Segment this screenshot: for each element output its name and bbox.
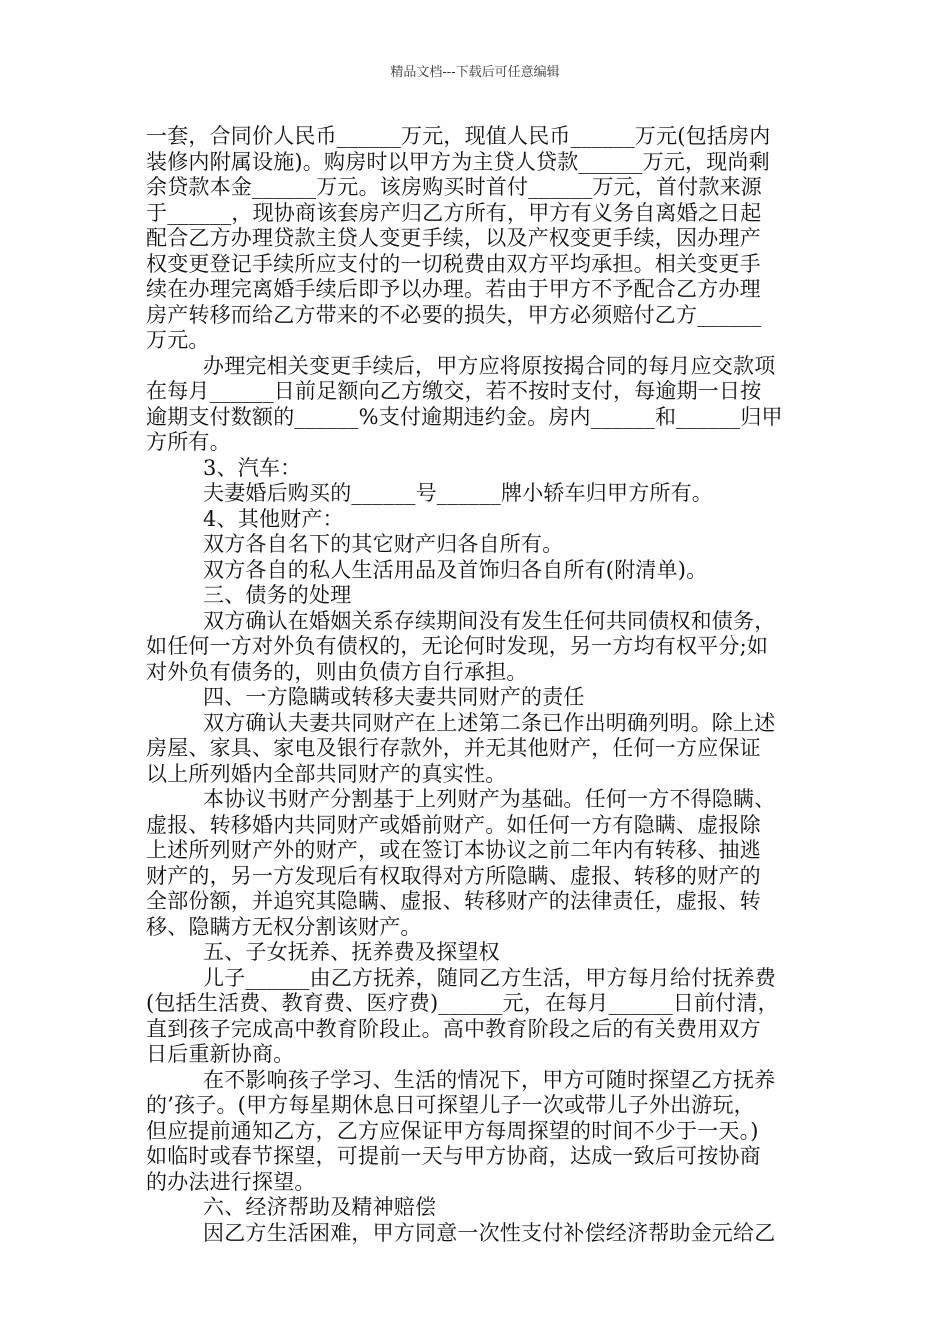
document-body (146, 124, 814, 1246)
text-line: 一套，合同价人民币______万元，现值人民币______万元(包括房内 (146, 124, 771, 148)
text-line: 如临时或春节探望，可提前一天与甲方协商，达成一致后可按协商 (146, 1144, 761, 1168)
text-line: 但应提前通知乙方，乙方应保证甲方每周探望的时间不少于一天。) (146, 1118, 759, 1143)
text-line: 全部份额，并追究其隐瞒、虚报、转移财产的法律责任，虚报、转 (146, 889, 761, 913)
text-line: 万元。 (146, 328, 210, 352)
text-line: 如任何一方对外负有债权的，无论何时发现，另一方均有权平分;如 (146, 634, 769, 658)
text-line: 日后重新协商。 (146, 1042, 295, 1066)
text-line: 4、其他财产： (203, 506, 344, 531)
text-line: 夫妻婚后购买的______号______牌小轿车归甲方所有。 (203, 481, 713, 505)
text-line: 三、债务的处理 (203, 583, 352, 607)
text-line: 方所有。 (146, 430, 231, 454)
text-line: 在不影响孩子学习、生活的情况下，甲方可随时探望乙方抚养 (203, 1067, 776, 1092)
text-line: 双方确认在婚姻关系存续期间没有发生任何共同债权和债务， (203, 608, 776, 633)
text-line: 本协议书财产分割基于上列财产为基础。任何一方不得隐瞒、 (203, 787, 776, 811)
text-line: 双方确认夫妻共同财产在上述第二条已作出明确列明。除上述 (203, 710, 776, 735)
text-line: (包括生活费、教育费、医疗费)______元，在每月______日前付清， (146, 991, 779, 1015)
text-line: 双方各自的私人生活用品及首饰归各自所有(附清单)。 (203, 557, 708, 582)
text-line: 办理完相关变更手续后，甲方应将原按揭合同的每月应交款项 (203, 353, 776, 378)
text-line: 配合乙方办理贷款主贷人变更手续，以及产权变更手续，因办理产 (146, 226, 761, 250)
text-line: 双方各自名下的其它财产归各自所有。 (203, 532, 564, 556)
text-line: 虚报、转移婚内共同财产或婚前财产。如任何一方有隐瞒、虚报除 (146, 812, 761, 837)
text-line: 装修内附属设施)。购房时以甲方为主贷人贷款______万元，现尚剩 (146, 149, 770, 174)
text-line: 财产的，另一方发现后有权取得对方所隐瞒、虚报、转移的财产的 (146, 863, 761, 888)
text-line: 六、经济帮助及精神赔偿 (203, 1195, 437, 1219)
text-line: 五、子女抚养、抚养费及探望权 (203, 940, 500, 964)
text-line: 在每月______日前足额向乙方缴交，若不按时支付，每逾期一日按 (146, 379, 762, 403)
text-line: 移、隐瞒方无权分割该财产。 (146, 914, 422, 939)
text-line: 逾期支付数额的______%支付逾期违约金。房内______和______归甲 (146, 404, 783, 429)
page-header: 精品文档---下载后可任意编辑 (390, 65, 560, 80)
text-line: 儿子______由乙方抚养，随同乙方生活，甲方每月给付抚养费 (203, 965, 776, 990)
text-line: 3、汽车： (203, 455, 302, 480)
text-line: 余贷款本金______万元。该房购买时首付______万元，首付款来源 (146, 175, 762, 199)
text-line: 房产转移而给乙方带来的不必要的损失，甲方必须赔付乙方______ (146, 302, 762, 327)
text-line: 的办法进行探望。 (146, 1169, 316, 1194)
text-line: 续在办理完离婚手续后即予以办理。若由于甲方不予配合乙方办理 (146, 277, 761, 301)
text-line: 因乙方生活困难，甲方同意一次性支付补偿经济帮助金元给乙 (203, 1220, 776, 1245)
text-line: 的’孩子。(甲方每星期休息日可探望儿子一次或带儿子外出游玩， (146, 1093, 755, 1117)
text-line: 房屋、家具、家电及银行存款外，并无其他财产，任何一方应保证 (146, 736, 761, 760)
text-line: 以上所列婚内全部共同财产的真实性。 (146, 761, 507, 786)
text-line: 上述所列财产外的财产，或在签订本协议之前二年内有转移、抽逃 (146, 838, 761, 862)
text-line: 直到孩子完成高中教育阶段止。高中教育阶段之后的有关费用双方 (146, 1016, 761, 1041)
text-line: 于______，现协商该套房产归乙方所有，甲方有义务自离婚之日起 (146, 200, 762, 225)
text-line: 对外负有债务的，则由负债方自行承担。 (146, 659, 528, 684)
text-line: 四、一方隐瞒或转移夫妻共同财产的责任 (203, 685, 585, 709)
text-line: 权变更登记手续所应支付的一切税费由双方平均承担。相关变更手 (146, 251, 761, 276)
